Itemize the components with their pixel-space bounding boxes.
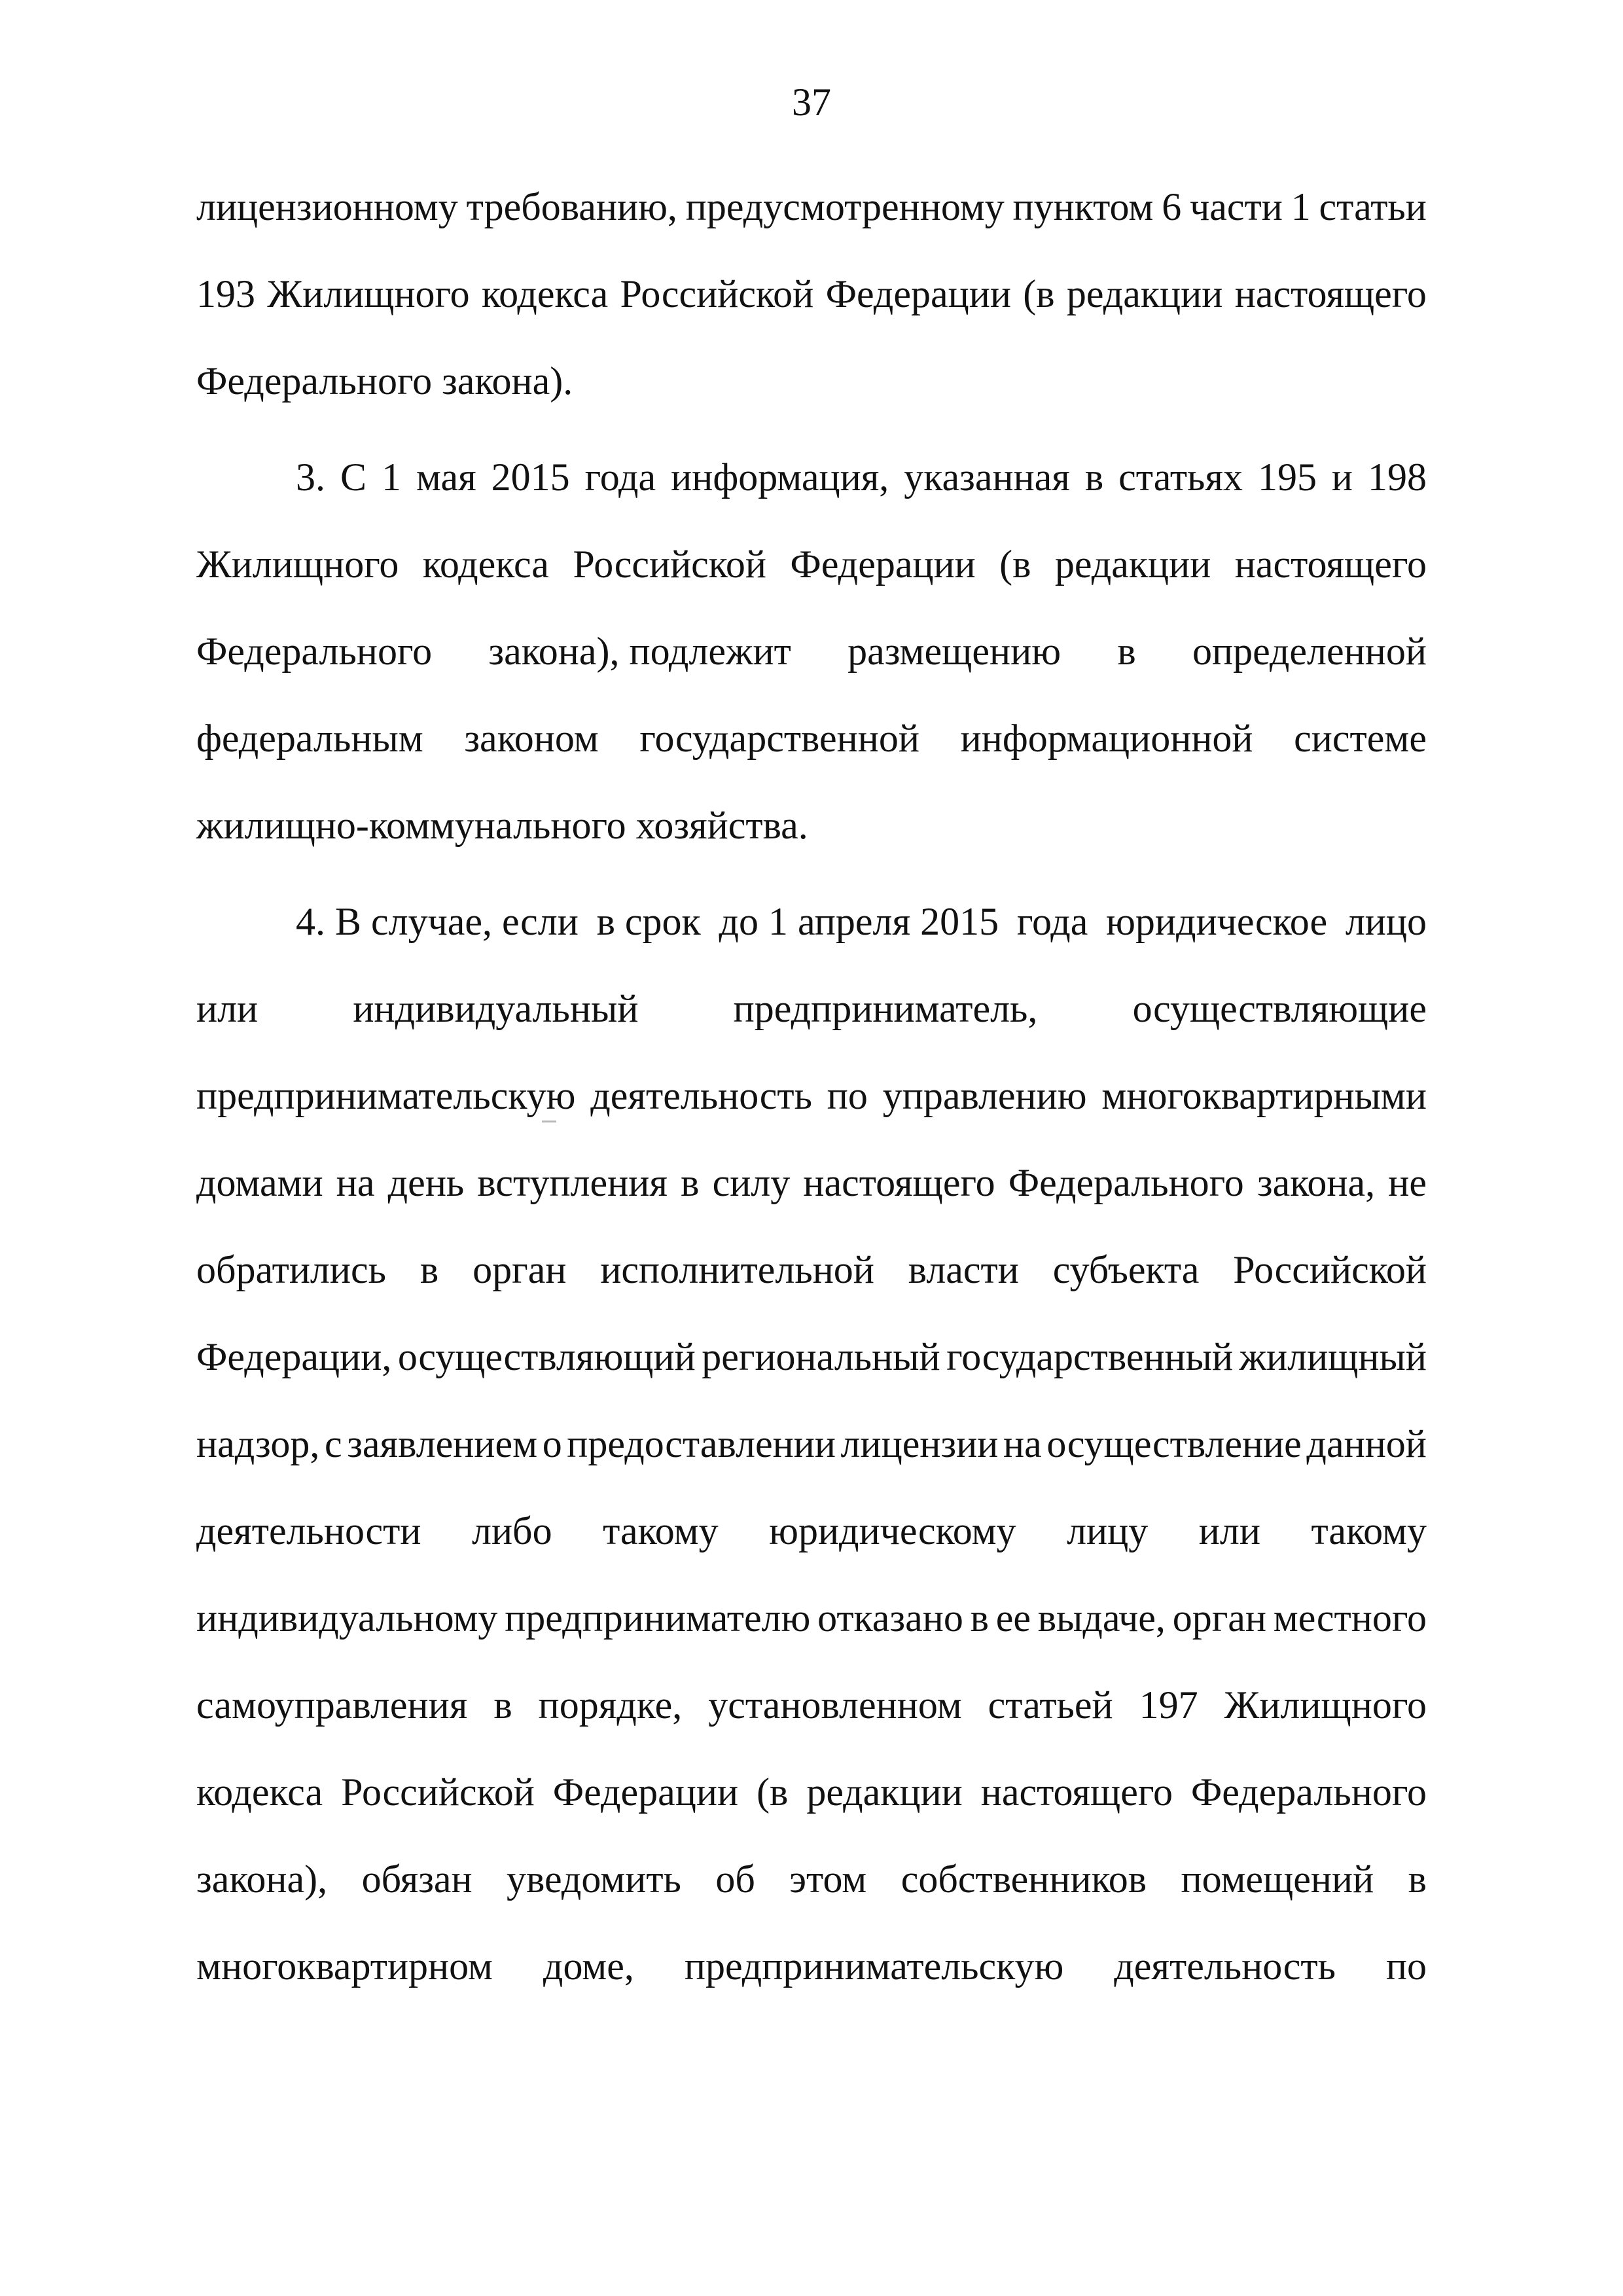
word: об bbox=[715, 1857, 755, 1901]
word: о bbox=[542, 1422, 562, 1465]
text-line bbox=[196, 434, 1427, 521]
text-line bbox=[196, 1923, 1427, 2010]
word: такому bbox=[603, 1509, 719, 1552]
page-number: 37 bbox=[792, 81, 831, 124]
word: Федерации bbox=[790, 543, 976, 586]
word: в bbox=[1408, 1857, 1427, 1901]
word: Федерации, bbox=[196, 1335, 392, 1378]
word: самоуправления bbox=[196, 1683, 468, 1727]
word: предпринимательскую bbox=[684, 1945, 1064, 1988]
word: до 1 апреля 2015 bbox=[719, 900, 999, 943]
text-line bbox=[196, 1488, 1427, 1575]
word: установленном bbox=[708, 1683, 962, 1727]
word: статьях bbox=[1118, 456, 1243, 499]
word: 2015 bbox=[491, 456, 570, 499]
word: редакции bbox=[806, 1770, 963, 1814]
word: осуществляющий bbox=[397, 1335, 696, 1378]
word: деятельности bbox=[196, 1509, 421, 1552]
word: силу bbox=[712, 1161, 791, 1204]
word: кодекса bbox=[196, 1770, 323, 1814]
word: Жилищного bbox=[196, 543, 399, 586]
word: настоящего bbox=[1234, 543, 1427, 586]
word: статьей bbox=[988, 1683, 1113, 1727]
word: собственников bbox=[901, 1857, 1147, 1901]
word: обязан bbox=[361, 1857, 473, 1901]
word: вступления bbox=[477, 1161, 668, 1204]
word: закона), подлежит bbox=[488, 630, 791, 673]
text-line bbox=[196, 782, 1427, 869]
word: многоквартирном bbox=[196, 1945, 493, 1988]
text-line bbox=[196, 164, 1427, 251]
word: Российской bbox=[573, 543, 767, 586]
word: Федерального bbox=[196, 630, 433, 673]
word: юридическому bbox=[769, 1509, 1016, 1552]
word: 198 bbox=[1367, 456, 1427, 499]
word: Жилищного bbox=[1224, 1683, 1427, 1727]
word: местного bbox=[1273, 1596, 1427, 1640]
word: обратились bbox=[196, 1248, 386, 1291]
word: статьи bbox=[1319, 185, 1427, 228]
word: лицензионному bbox=[196, 185, 458, 228]
word: лицу bbox=[1067, 1509, 1149, 1552]
word: предприниматель, bbox=[733, 987, 1038, 1030]
word: в bbox=[419, 1248, 439, 1291]
word: осуществление bbox=[1046, 1422, 1302, 1465]
word: размещению bbox=[847, 630, 1061, 673]
word: с bbox=[324, 1422, 342, 1465]
word: редакции bbox=[1066, 272, 1223, 315]
word: многоквартирными bbox=[1101, 1074, 1427, 1117]
word: Российской bbox=[1233, 1248, 1427, 1291]
word: Федерального закона). bbox=[196, 359, 573, 403]
word: редакции bbox=[1054, 543, 1211, 586]
word: кодекса bbox=[422, 543, 549, 586]
word: такому bbox=[1311, 1509, 1427, 1552]
word: индивидуальному bbox=[196, 1596, 498, 1640]
word: либо bbox=[472, 1509, 552, 1552]
word: помещений bbox=[1181, 1857, 1374, 1901]
word: федеральным bbox=[196, 717, 423, 760]
text-line bbox=[196, 1052, 1427, 1139]
word: жилищно-коммунального хозяйства. bbox=[196, 804, 808, 847]
word: деятельность bbox=[1114, 1945, 1336, 1988]
word: в bbox=[1084, 456, 1104, 499]
word: 1 bbox=[1291, 185, 1311, 228]
word: предпринимательскую bbox=[196, 1074, 576, 1117]
word: деятельность bbox=[590, 1074, 812, 1117]
word: системе bbox=[1294, 717, 1427, 760]
paragraph-item-3 bbox=[196, 434, 1427, 869]
word: предоставлении bbox=[567, 1422, 836, 1465]
text-line bbox=[196, 1749, 1427, 1836]
word: управлению bbox=[882, 1074, 1087, 1117]
word: информация, bbox=[671, 456, 889, 499]
word: 195 bbox=[1257, 456, 1317, 499]
word: года bbox=[1016, 900, 1088, 943]
word: в bbox=[493, 1683, 512, 1727]
word: власти bbox=[908, 1248, 1019, 1291]
word: (в bbox=[757, 1770, 789, 1814]
word: 4. В случае, если bbox=[296, 900, 579, 943]
text-line bbox=[196, 878, 1427, 965]
word: выдаче, bbox=[1037, 1596, 1166, 1640]
text-line bbox=[196, 695, 1427, 782]
word: государственной bbox=[639, 717, 919, 760]
word: отказано bbox=[817, 1596, 963, 1640]
word: в срок bbox=[596, 900, 701, 943]
word: или bbox=[196, 987, 259, 1030]
text-line bbox=[196, 338, 1427, 425]
word: в bbox=[1117, 630, 1136, 673]
paragraph-continuation bbox=[196, 164, 1427, 425]
word: лицензии bbox=[840, 1422, 999, 1465]
word: уведомить bbox=[507, 1857, 681, 1901]
word: Жилищного bbox=[267, 272, 470, 315]
paragraph-item-4 bbox=[196, 878, 1427, 2010]
word: в bbox=[970, 1596, 989, 1640]
word: указанная bbox=[904, 456, 1070, 499]
word: по bbox=[827, 1074, 868, 1117]
word: предусмотренному bbox=[685, 185, 1005, 228]
text-line bbox=[196, 1401, 1427, 1488]
word: настоящего bbox=[980, 1770, 1173, 1814]
word: или bbox=[1198, 1509, 1260, 1552]
word: (в bbox=[999, 543, 1031, 586]
word: 1 bbox=[381, 456, 401, 499]
word: кодекса bbox=[482, 272, 609, 315]
text-line bbox=[196, 608, 1427, 695]
document-body bbox=[196, 164, 1427, 2010]
word: 197 bbox=[1139, 1683, 1198, 1727]
word: надзор, bbox=[196, 1422, 320, 1465]
word: закона), bbox=[196, 1857, 328, 1901]
word: (в bbox=[1023, 272, 1055, 315]
word: Российской bbox=[620, 272, 814, 315]
word: 6 bbox=[1162, 185, 1182, 228]
word: день bbox=[387, 1161, 465, 1204]
word: на bbox=[1003, 1422, 1042, 1465]
word: в bbox=[681, 1161, 700, 1204]
word: исполнительной bbox=[600, 1248, 874, 1291]
word: региональный bbox=[702, 1335, 940, 1378]
word: мая bbox=[416, 456, 476, 499]
word: Федерального bbox=[1190, 1770, 1427, 1814]
word: осуществляющие bbox=[1132, 987, 1427, 1030]
word: лицо bbox=[1345, 900, 1427, 943]
word: доме, bbox=[543, 1945, 634, 1988]
word: данной bbox=[1306, 1422, 1427, 1465]
word: ее bbox=[995, 1596, 1031, 1640]
word: настоящего bbox=[803, 1161, 995, 1204]
word: части bbox=[1190, 185, 1283, 228]
word: предпринимателю bbox=[505, 1596, 811, 1640]
word: и bbox=[1331, 456, 1353, 499]
word: жилищный bbox=[1239, 1335, 1427, 1378]
word: требованию, bbox=[466, 185, 677, 228]
word: не bbox=[1388, 1161, 1427, 1204]
text-line bbox=[196, 1575, 1427, 1662]
word: законом bbox=[464, 717, 599, 760]
word: настоящего bbox=[1234, 272, 1427, 315]
word: года bbox=[584, 456, 656, 499]
word: С bbox=[340, 456, 366, 499]
word: субъекта bbox=[1052, 1248, 1200, 1291]
word: пунктом bbox=[1012, 185, 1154, 228]
word: этом bbox=[789, 1857, 867, 1901]
word: Федерального bbox=[1008, 1161, 1244, 1204]
word: Российской bbox=[341, 1770, 535, 1814]
word: информационной bbox=[960, 717, 1253, 760]
word: на bbox=[336, 1161, 375, 1204]
word: 193 bbox=[196, 272, 255, 315]
word: орган bbox=[473, 1248, 567, 1291]
word: закона, bbox=[1257, 1161, 1376, 1204]
word: орган bbox=[1172, 1596, 1267, 1640]
word: порядке, bbox=[538, 1683, 683, 1727]
word: 3. bbox=[296, 456, 325, 499]
text-line bbox=[196, 1314, 1427, 1401]
word: государственный bbox=[946, 1335, 1234, 1378]
text-line bbox=[196, 1836, 1427, 1923]
word: индивидуальный bbox=[353, 987, 639, 1030]
text-line bbox=[196, 251, 1427, 338]
word: Федерации bbox=[825, 272, 1011, 315]
text-line bbox=[196, 1227, 1427, 1314]
text-line bbox=[196, 1139, 1427, 1227]
word: домами bbox=[196, 1161, 323, 1204]
word: Федерации bbox=[552, 1770, 739, 1814]
text-line bbox=[196, 521, 1427, 608]
text-line bbox=[196, 965, 1427, 1052]
word: юридическое bbox=[1106, 900, 1328, 943]
word: по bbox=[1385, 1945, 1427, 1988]
word: определенной bbox=[1192, 630, 1427, 673]
text-line bbox=[196, 1662, 1427, 1749]
word: заявлением bbox=[347, 1422, 538, 1465]
